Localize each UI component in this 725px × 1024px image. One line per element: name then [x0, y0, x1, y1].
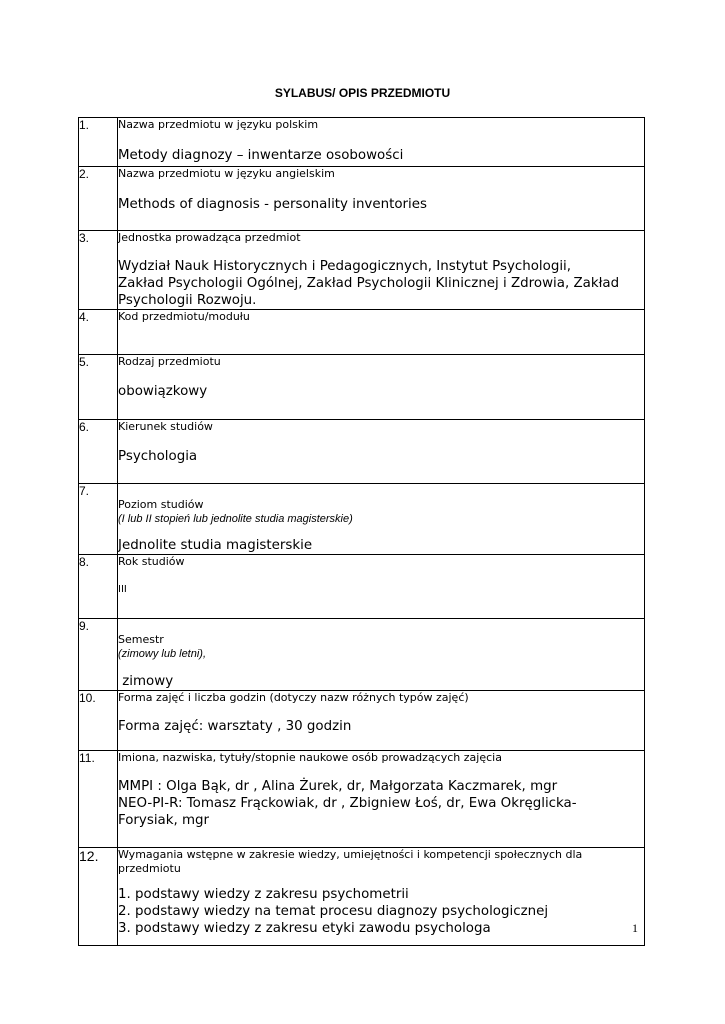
row-number: 2. — [79, 167, 118, 231]
row-number: 8. — [79, 555, 118, 619]
field-label: Wymagania wstępne w zakresie wiedzy, umiejętności i kompetencji społecznych dla przedmiotu — [118, 848, 583, 875]
field-label-note: (I lub II stopień lub jednolite studia magisterskie) — [118, 513, 353, 525]
field-label: Jednostka prowadząca przedmiot — [118, 231, 301, 244]
field-value: obowiązkowy — [118, 384, 208, 399]
field-label: Nazwa przedmiotu w języku polskim — [118, 118, 319, 131]
row-number: 10. — [79, 691, 118, 751]
field-label: Forma zajęć i liczba godzin (dotyczy nazw różnych typów zajęć) — [118, 691, 469, 704]
row-number: 9. — [79, 619, 118, 691]
field-value: MMPI : Olga Bąk, dr , Alina Żurek, dr, Małgorzata Kaczmarek, mgr NEO-PI-R: Tomasz Frąckowiak, dr , Zbigniew Łoś, dr, Ewa Okręglicka- Forysiak, mgr — [118, 779, 577, 828]
field-value: Forma zajęć: warsztaty , 30 godzin — [118, 719, 352, 734]
table-row — [79, 420, 645, 484]
field-label: Poziom studiów — [118, 498, 204, 511]
table-row — [79, 231, 645, 310]
row-number: 1. — [79, 118, 118, 167]
field-label: Semestr — [118, 633, 164, 646]
row-number: 5. — [79, 355, 118, 420]
field-value: Psychologia — [118, 449, 198, 464]
field-value: 1. podstawy wiedzy z zakresu psychometrii 2. podstawy wiedzy na temat procesu diagnozy psychologicznej 3. podstawy wiedzy z zakresu etyki zawodu psychologa — [118, 887, 549, 936]
table-row — [79, 848, 645, 946]
table-row — [79, 118, 645, 167]
field-value: Jednolite studia magisterskie — [118, 538, 313, 553]
field-value: III — [118, 584, 127, 595]
field-value: Wydział Nauk Historycznych i Pedagogicznych, Instytut Psychologii, Zakład Psychologii Ogólnej, Zakład Psychologii Klinicznej i Zdrowia, Zakład Psychologii Rozwoju. — [118, 259, 620, 308]
syllabus-table — [78, 117, 645, 946]
table-row — [79, 484, 645, 555]
table-row — [79, 555, 645, 619]
field-label: Imiona, nazwiska, tytuły/stopnie naukowe osób prowadzących zajęcia — [118, 751, 502, 764]
row-number: 6. — [79, 420, 118, 484]
field-label: Kod przedmiotu/modułu — [118, 310, 250, 323]
field-label: Nazwa przedmiotu w języku angielskim — [118, 167, 335, 180]
row-number: 7. — [79, 484, 118, 555]
row-number: 12. — [79, 848, 118, 946]
table-row — [79, 751, 645, 848]
table-row — [79, 355, 645, 420]
row-number: 4. — [79, 310, 118, 355]
field-label-note: (zimowy lub letni), — [118, 648, 207, 660]
table-row — [79, 691, 645, 751]
field-value: zimowy — [118, 674, 174, 689]
field-label: Rok studiów — [118, 555, 185, 568]
field-value: Metody diagnozy – inwentarze osobowości — [118, 148, 404, 163]
table-row — [79, 310, 645, 355]
field-label: Rodzaj przedmiotu — [118, 355, 221, 368]
document-title: SYLABUS/ OPIS PRZEDMIOTU — [274, 86, 451, 100]
field-value: Methods of diagnosis - personality inventories — [118, 197, 427, 212]
page-number: 1 — [632, 921, 638, 935]
field-label: Kierunek studiów — [118, 420, 213, 433]
table-row — [79, 167, 645, 231]
row-number: 3. — [79, 231, 118, 310]
row-number: 11. — [79, 751, 118, 848]
table-row — [79, 619, 645, 691]
